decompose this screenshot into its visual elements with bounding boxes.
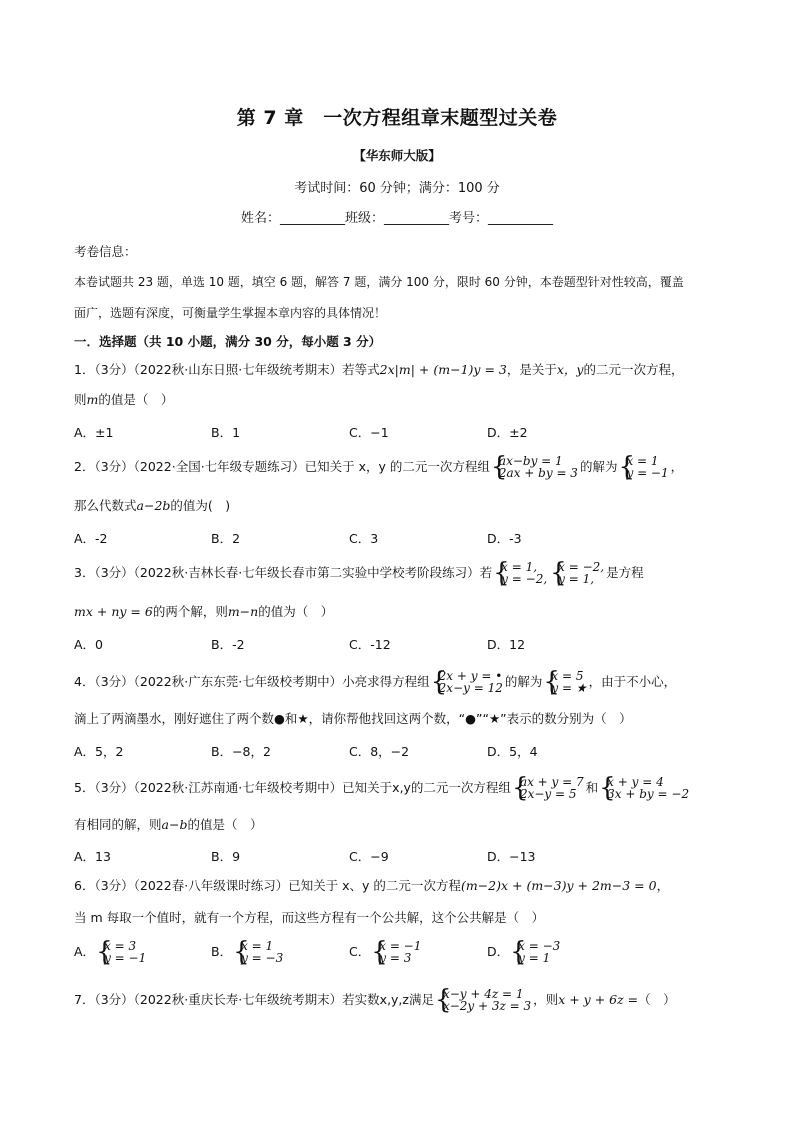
q1-line2-a: 则: [74, 392, 87, 407]
q5-expression: a−b: [161, 817, 188, 832]
q4-option-d[interactable]: D．5，4: [487, 744, 538, 759]
q5-line2-b: 的值是（ ）: [187, 817, 263, 832]
q6-b-row1: x = 1: [241, 939, 274, 953]
q6-c-row1: x = −1: [379, 939, 422, 953]
q2-line2-b: 的值为( ): [170, 498, 231, 513]
q4-mid: 的解为: [504, 674, 543, 689]
q6-d-row1: x = −3: [518, 939, 561, 953]
q6-option-c-label: C．: [349, 944, 371, 959]
q6-equation: (m−2)x + (m−3)y + 2m−3 = 0: [460, 878, 657, 893]
q2-option-d[interactable]: D．-3: [487, 531, 522, 546]
q2-mid: 的解为: [579, 459, 618, 474]
q1-var-m: m: [86, 392, 99, 407]
q4-option-b[interactable]: B．−8，2: [211, 744, 271, 759]
q1-suffix: 的二元一次方程，: [583, 362, 684, 377]
q6-option-d-system: { x = −3 y = 1: [510, 937, 561, 967]
q6-option-d-label: D．: [487, 944, 510, 959]
q4-option-a[interactable]: A．5，2: [74, 744, 124, 759]
q5-line2-a: 有相同的解，则: [74, 817, 162, 832]
q3-sys1-row2: y = −2,: [501, 572, 548, 586]
q4-sys2-row2: y = ★: [551, 681, 587, 695]
q5-mid: 和: [585, 780, 599, 795]
q6-a-row2: y = −1: [104, 951, 147, 965]
q3-option-d[interactable]: D．12: [487, 637, 526, 652]
q2-option-b[interactable]: B．2: [211, 531, 241, 546]
question-1: [74, 360, 684, 378]
q2-sys1-row2: 2ax + by = 3: [498, 466, 578, 480]
q6-suffix: ，: [656, 878, 670, 893]
q4-system-1: { 2x + y = • 2x−y = 12: [430, 667, 503, 697]
q6-prefix: 6．（3分）（2022春·八年级课时练习）已知关于 x、y 的二元一次方程: [74, 878, 461, 893]
q4-sys1-row2: 2x−y = 12: [438, 681, 503, 695]
q3-option-b[interactable]: B．-2: [211, 637, 245, 652]
student-fields: 姓名：__________班级：__________考号：__________: [240, 211, 553, 226]
question-3: [74, 558, 644, 588]
q6-option-d[interactable]: [487, 937, 562, 967]
q6-option-b[interactable]: [211, 937, 285, 967]
q7-mid: ，则: [533, 992, 559, 1007]
q1-prefix: 1．（3分）（2022秋·山东日照·七年级统考期末）若等式: [74, 362, 380, 377]
q7-equation: x + y + 6z =: [558, 992, 639, 1007]
question-4: [74, 667, 677, 697]
q5-sys2-row1: x + y = 4: [607, 775, 664, 789]
q6-option-a[interactable]: [74, 937, 148, 967]
question-5: [74, 773, 691, 803]
q4-sys1-row1: 2x + y = •: [438, 669, 503, 683]
q4-sys2-row1: x = 5: [551, 669, 584, 683]
q1-equation: 2x|m| + (m−1)y = 3: [379, 362, 507, 377]
q3-expression: m−n: [227, 604, 259, 619]
q7-system: { x−y + 4z = 1 x−2y + 3z = 3: [434, 985, 532, 1015]
question-1-line-2: [74, 390, 173, 408]
q6-option-b-label: B．: [211, 944, 233, 959]
page-title: 第 7 章 一次方程组章末题型过关卷: [236, 107, 558, 129]
question-4-line-2: 滴上了两滴墨水，刚好遮住了两个数●和★，请你帮他找回这两个数，“●”“★”表示的数分别为（ ）: [74, 711, 632, 726]
question-6-line-2: 当 m 每取一个值时，就有一个方程，而这些方程有一个公共解，这个公共解是（ ）: [74, 910, 545, 925]
q2-system-1: { ax−by = 1 2ax + by = 3: [490, 452, 578, 482]
q3-system-2: { x = −2, y = 1,: [550, 558, 605, 588]
question-7: [74, 985, 676, 1015]
q1-option-d[interactable]: D．±2: [487, 425, 528, 440]
q6-b-row2: y = −3: [241, 951, 284, 965]
q7-sys-row1: x−y + 4z = 1: [442, 987, 524, 1001]
exam-info: 考试时间：60 分钟；满分：100 分: [294, 181, 500, 196]
q1-line2-b: 的值是（ ）: [98, 392, 174, 407]
q5-sys1-row1: ax + y = 7: [519, 775, 584, 789]
q6-option-c[interactable]: [349, 937, 423, 967]
q4-prefix: 4．（3分）（2022秋·广东东莞·七年级校考期中）小亮求得方程组: [74, 674, 430, 689]
q2-sys2-row1: x = 1: [626, 454, 659, 468]
q5-system-2: { x + y = 4 3x + by = −2: [599, 773, 690, 803]
q5-option-c[interactable]: C．−9: [349, 849, 389, 864]
section-heading: 一．选择题（共 10 小题，满分 30 分，每小题 3 分）: [74, 334, 382, 349]
q1-vars: x，y: [556, 362, 584, 377]
q2-sys1-row1: ax−by = 1: [498, 454, 563, 468]
question-5-line-2: [74, 815, 262, 833]
q2-sys2-row2: y = −1: [626, 466, 669, 480]
question-2-line-2: [74, 496, 230, 514]
q3-prefix: 3．（3分）（2022秋·吉林长春·七年级长春市第二实验中学校考阶段练习）若: [74, 565, 493, 580]
q5-prefix: 5．（3分）（2022秋·江苏南通·七年级校考期中）已知关于x,y的二元一次方程组: [74, 780, 511, 795]
q2-line2-a: 那么代数式: [74, 498, 137, 513]
q5-option-d[interactable]: D．−13: [487, 849, 536, 864]
q2-suffix: ，: [670, 459, 684, 474]
q3-option-c[interactable]: C．-12: [349, 637, 391, 652]
q3-option-a[interactable]: A．0: [74, 637, 104, 652]
q7-prefix: 7．（3分）（2022秋·重庆长寿·七年级统考期末）若实数x,y,z满足: [74, 992, 434, 1007]
q3-sys1-row1: x = 1,: [501, 560, 538, 574]
q2-option-c[interactable]: C．3: [349, 531, 379, 546]
question-2: [74, 452, 684, 482]
info-line-2: 面广，选题有深度，可衡量学生掌握本章内容的具体情况！: [74, 306, 387, 320]
q2-system-2: { x = 1 y = −1: [618, 452, 669, 482]
q3-system-1: { x = 1, y = −2,: [493, 558, 548, 588]
q5-sys2-row2: 3x + by = −2: [607, 787, 690, 801]
q5-option-a[interactable]: A．13: [74, 849, 111, 864]
q1-option-b[interactable]: B．1: [211, 425, 241, 440]
q5-sys1-row2: 2x−y = 5: [519, 787, 577, 801]
q7-suffix: （ ）: [638, 992, 676, 1007]
q3-sys2-row2: y = 1,: [558, 572, 595, 586]
q4-system-2: { x = 5 y = ★: [543, 667, 587, 697]
q3-sys2-row1: x = −2,: [558, 560, 605, 574]
q2-option-a[interactable]: A．-2: [74, 531, 108, 546]
q4-suffix: ，由于不小心，: [588, 674, 677, 689]
info-heading: 考卷信息：: [74, 244, 137, 259]
edition-label: 【华东师大版】: [353, 148, 441, 163]
info-line-1: 本卷试题共 23 题，单选 10 题，填空 6 题，解答 7 题，满分 100 分，限时 60 分钟，本卷题型针对性较高，覆盖: [74, 275, 684, 289]
q4-option-c[interactable]: C．8，−2: [349, 744, 410, 759]
q2-expression: a−2b: [136, 498, 171, 513]
q1-mid: ，是关于: [506, 362, 557, 377]
q3-line2-a: 的两个解，则: [152, 604, 228, 619]
q3-equation: mx + ny = 6: [74, 604, 153, 619]
q6-a-row1: x = 3: [104, 939, 137, 953]
q2-prefix: 2．（3分）（2022·全国·七年级专题练习）已知关于 x，y 的二元一次方程组: [74, 459, 490, 474]
q6-option-a-system: { x = 3 y = −1: [96, 937, 147, 967]
q6-option-a-label: A．: [74, 944, 96, 959]
question-6: [74, 876, 669, 894]
q1-option-c[interactable]: C．−1: [349, 425, 389, 440]
q6-d-row2: y = 1: [518, 951, 551, 965]
q5-option-b[interactable]: B．9: [211, 849, 241, 864]
q7-sys-row2: x−2y + 3z = 3: [442, 999, 532, 1013]
q5-system-1: { ax + y = 7 2x−y = 5: [511, 773, 584, 803]
q6-option-c-system: { x = −1 y = 3: [371, 937, 422, 967]
q6-c-row2: y = 3: [379, 951, 412, 965]
q3-line2-b: 的值为（ ）: [258, 604, 334, 619]
q6-option-b-system: { x = 1 y = −3: [233, 937, 284, 967]
question-3-line-2: [74, 602, 333, 620]
q1-option-a[interactable]: A．±1: [74, 425, 114, 440]
q3-suffix: 是方程: [606, 565, 644, 580]
